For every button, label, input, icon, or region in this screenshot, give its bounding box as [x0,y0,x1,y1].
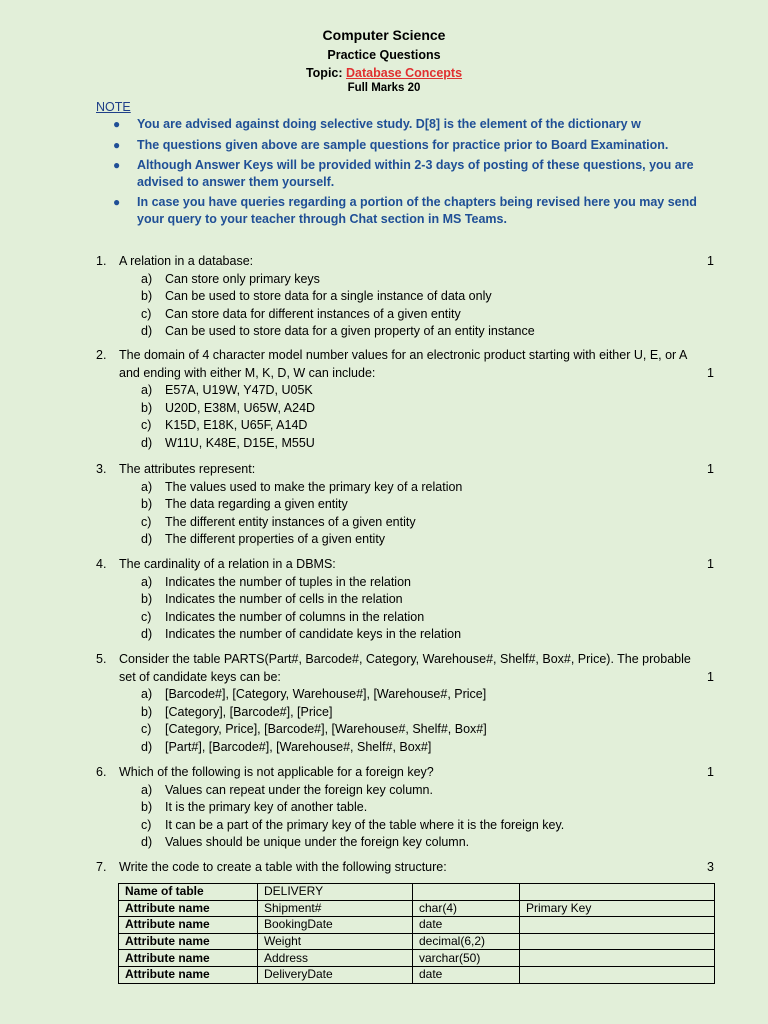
option: c) K15D, E18K, U65F, A14D [141,418,308,433]
question-stem: A relation in a database: [119,254,254,268]
option-list [96,782,716,852]
question-7 [96,859,716,877]
option: a) The values used to make the primary key of a relation [141,479,463,494]
question-number: 3. [96,462,107,476]
table-cell: DELIVERY [258,884,413,901]
question-marks: 1 [707,669,714,684]
question-number: 4. [96,557,107,571]
question-number: 6. [96,765,107,779]
topic-line [0,66,768,80]
table-cell: Attribute name [119,933,258,950]
table-cell: decimal(6,2) [413,933,520,950]
question-stem: Consider the table PARTS(Part#, Barcode#, Category, Warehouse#, Shelf#, Box#, Price). The probable set of candidate keys can be: [119,652,691,684]
bullet-icon: ● [113,117,121,131]
question-4 [96,556,716,644]
table-cell: char(4) [413,900,520,917]
option-list [96,479,716,549]
table-row [119,917,715,934]
option: a) Can store only primary keys [141,271,320,286]
option: b) [Category], [Barcode#], [Price] [141,704,333,719]
option: a) [Barcode#], [Category, Warehouse#], [Warehouse#, Price] [141,687,487,702]
table-cell [520,933,715,950]
note-item: ● The questions given above are sample questions for practice prior to Board Examination. [113,137,669,152]
note-label: NOTE [96,100,131,114]
table-row [119,966,715,983]
topic-label: Topic: [305,66,347,80]
table-cell: date [413,917,520,934]
topic-value: Database Concepts [346,66,463,80]
document-subtitle: Practice Questions [327,48,441,62]
table-row [119,933,715,950]
table-row [119,950,715,967]
table-cell: BookingDate [258,917,413,934]
table-cell [520,966,715,983]
question-number: 7. [96,860,107,874]
note-list [110,116,710,231]
question-3 [96,461,716,549]
option: b) The data regarding a given entity [141,497,348,512]
bullet-icon: ● [113,137,121,152]
question-marks: 1 [707,462,714,476]
question-stem: The attributes represent: [119,462,256,476]
option: c) [Category, Price], [Barcode#], [Warehouse#, Shelf#, Box#] [141,722,487,737]
question-stem: Which of the following is not applicable for a foreign key? [119,765,434,779]
question-marks: 3 [707,860,714,874]
option: c) The different entity instances of a given entity [141,514,416,529]
table-cell: Shipment# [258,900,413,917]
table-cell [520,950,715,967]
document-title: Computer Science [322,27,446,43]
table-row [119,900,715,917]
option: d) [Part#], [Barcode#], [Warehouse#, Shelf#, Box#] [141,739,432,754]
question-6 [96,764,716,852]
table-cell: Name of table [119,884,258,901]
note-item: ● In case you have queries regarding a portion of the chapters being revised here you may send your query to your teacher through Chat section in MS Teams. [113,195,697,226]
table-cell: date [413,966,520,983]
table-cell: Attribute name [119,950,258,967]
table-cell: Address [258,950,413,967]
bullet-icon: ● [113,195,121,209]
question-marks: 1 [707,365,714,380]
option: c) Can store data for different instances of a given entity [141,306,461,321]
table-cell: Attribute name [119,966,258,983]
question-1 [96,253,716,341]
question-5 [96,651,716,757]
option: d) The different properties of a given entity [141,532,386,547]
option: b) U20D, E38M, U65W, A24D [141,400,316,415]
option: c) Indicates the number of columns in the relation [141,609,425,624]
table-cell [413,884,520,901]
question-number: 5. [96,652,107,666]
option: d) W11U, K48E, D15E, M55U [141,435,315,450]
question-stem: Write the code to create a table with the following structure: [119,860,447,874]
option: d) Values should be unique under the foreign key column. [141,835,470,850]
question-2 [96,347,716,453]
table-cell: DeliveryDate [258,966,413,983]
option-list [96,382,716,452]
option: c) It can be a part of the primary key of the table where it is the foreign key. [141,817,565,832]
question-stem: The cardinality of a relation in a DBMS: [119,557,336,571]
question-number: 1. [96,254,107,268]
delivery-structure-table [118,883,715,984]
table-cell: Primary Key [520,900,715,917]
table-row [119,884,715,901]
option-list [96,271,716,341]
question-marks: 1 [707,765,714,779]
table-cell: Weight [258,933,413,950]
question-stem: The domain of 4 character model number values for an electronic product starting with either U, E, or A and ending with either M, K, D, W can include: [119,348,687,380]
table-cell: varchar(50) [413,950,520,967]
note-item: ● You are advised against doing selective study. D[8] is the element of the dictionary w [113,117,641,131]
full-marks: Full Marks 20 [347,82,421,94]
option: a) E57A, U19W, Y47D, U05K [141,383,313,398]
option: b) Can be used to store data for a single instance of data only [141,289,492,304]
option: a) Values can repeat under the foreign key column. [141,782,433,797]
table-cell [520,884,715,901]
note-item: ● Although Answer Keys will be provided within 2-3 days of posting of these questions, you are advised to answer them yourself. [113,158,694,189]
table-cell [520,917,715,934]
question-marks: 1 [707,557,714,571]
option: b) Indicates the number of cells in the relation [141,592,403,607]
option: d) Indicates the number of candidate keys in the relation [141,627,462,642]
question-marks: 1 [707,254,714,268]
option: a) Indicates the number of tuples in the relation [141,574,411,589]
question-number: 2. [96,348,107,362]
option-list [96,574,716,644]
bullet-icon: ● [113,158,121,172]
option-list [96,686,716,756]
option: d) Can be used to store data for a given property of an entity instance [141,324,535,339]
table-cell: Attribute name [119,900,258,917]
table-cell: Attribute name [119,917,258,934]
option: b) It is the primary key of another table. [141,800,368,815]
